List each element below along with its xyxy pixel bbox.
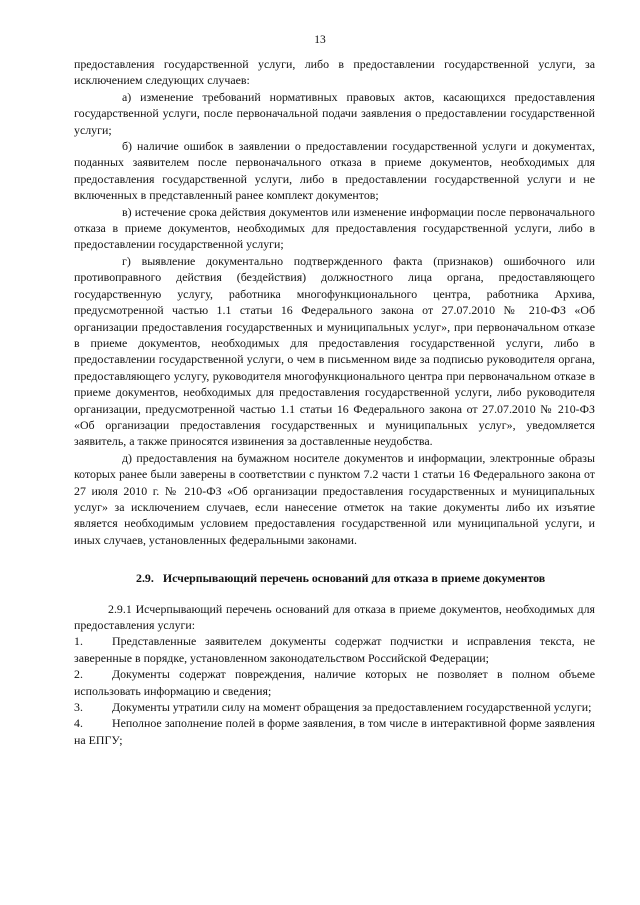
- section-intro: 2.9.1 Исчерпывающий перечень оснований для отказа в приеме документов, необходимых для предоставления услуги:: [74, 601, 595, 632]
- list-item-text: Документы содержат повреждения, наличие которых не позволяет в полном объеме использовать информацию и сведения;: [74, 667, 595, 698]
- list-item-number: 4.: [74, 716, 83, 731]
- list-item-number: 1.: [74, 634, 83, 649]
- list-item-number: 3.: [74, 700, 83, 715]
- list-item: [74, 633, 595, 666]
- list-item-text: Неполное заполнение полей в форме заявления, в том числе в интерактивной форме заявления на ЕПГУ;: [74, 716, 595, 747]
- list-item: [74, 699, 595, 715]
- section-number: 2.9.: [136, 571, 154, 586]
- paragraph-item-a: а) изменение требований нормативных правовых актов, касающихся предоставления государственной услуги, после первоначальной подачи заявления о предоставлении государственной услуги;: [74, 89, 595, 137]
- list-item-text: Документы утратили силу на момент обращения за предоставлением государственной услуги;: [112, 700, 592, 715]
- paragraph-item-v: в) истечение срока действия документов или изменение информации после первоначального отказа в приеме документов, необходимых для предоставления государственной услуги, либо в предоставлении государственной услуги;: [74, 204, 595, 252]
- list-item-number: 2.: [74, 667, 83, 682]
- section-title: Исчерпывающий перечень оснований для отказа в приеме документов: [162, 571, 546, 586]
- list-item-text: Представленные заявителем документы содержат подчистки и исправления текста, не заверенные в порядке, установленном законодательством Российской Федерации;: [74, 634, 595, 665]
- paragraph-item-b: б) наличие ошибок в заявлении о предоставлении государственной услуги и документах, поданных заявителем после первоначального отказа в приеме документов, необходимых для предоставления государственной услуги, либо в предоставлении государственной услуги и не включенных в представленный ранее комплект документов;: [74, 139, 595, 203]
- page-number: 13: [314, 34, 326, 46]
- section-heading: [74, 570, 595, 586]
- list-item: [74, 715, 595, 748]
- paragraph-item-d: д) предоставления на бумажном носителе документов и информации, электронные образы которых ранее были заверены в соответствии с пунктом 7.2 части 1 статьи 16 Федерального закона от 27 июля 2010 г. № 210-ФЗ «Об организации предоставления государственных и муниципальных услуг» за исключением случаев, если нанесение отметок на такие документы либо их изъятие является необходимым условием предоставления государственной или муниципальной услуги, и иных случаев, установленных федеральными законами.: [74, 450, 595, 547]
- list-item: [74, 666, 595, 699]
- document-body: [74, 56, 595, 748]
- paragraph-item-g: г) выявление документально подтвержденного факта (признаков) ошибочного или противоправного действия (бездействия) должностного лица органа, предоставляющего государственную услугу, работника многофункционального центра, работника Архива, предусмотренной частью 1.1 статьи 16 Федерального закона от 27.07.2010 № 210-ФЗ «Об организации предоставления государственных и муниципальных услуг», при первоначальном отказе в приеме документов, необходимых для предоставления государственной услуги, либо в предоставлении государственной услуги, о чем в письменном виде за подписью руководителя органа, предоставляющего услугу, руководителя многофункционального центра при первоначальном отказе в приеме документов, необходимых для предоставления государственной услуги, либо руководителя организации, предусмотренной частью 1.1 статьи 16 Федерального закона от 27.07.2010 № 210-ФЗ «Об организации предоставления государственных и муниципальных услуг», уведомляется заявитель, а также приносятся извинения за доставленные неудобства.: [74, 253, 595, 449]
- paragraph: предоставления государственной услуги, либо в предоставлении государственной услуги, за исключением следующих случаев:: [74, 57, 595, 88]
